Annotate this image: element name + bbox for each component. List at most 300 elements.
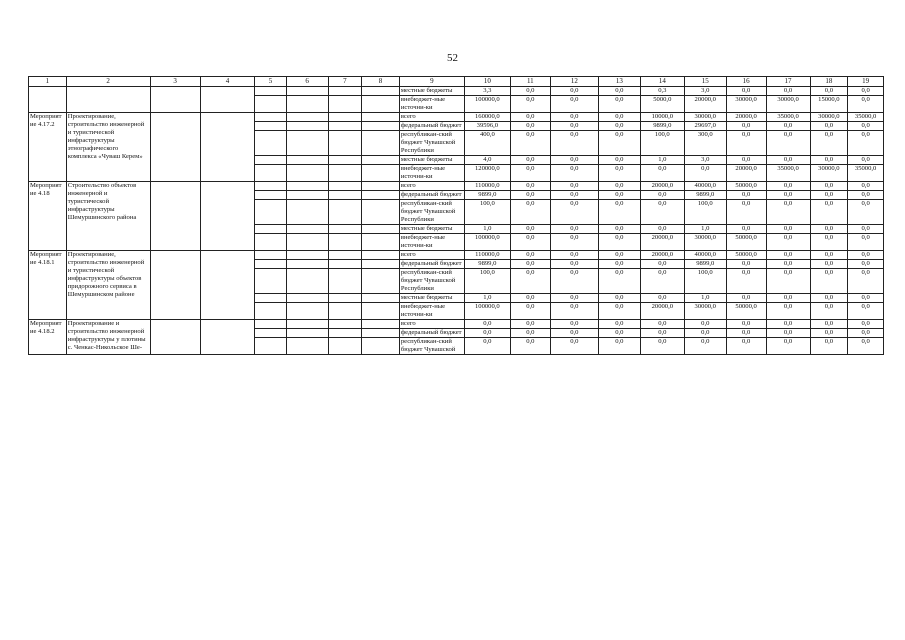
value-cell: 0,0	[810, 225, 848, 234]
value-cell: 0,0	[810, 131, 848, 156]
empty-cell	[362, 113, 400, 122]
empty-cell	[286, 303, 328, 320]
value-cell: 0,0	[510, 96, 550, 113]
value-cell: 20000,0	[640, 303, 684, 320]
value-cell: 3,0	[684, 156, 726, 165]
empty-cell	[362, 234, 400, 251]
value-cell: 400,0	[464, 131, 510, 156]
measure-name: Проектирование и строительство инженерной инфраструктуры у плотины с. Ченкас-Никольское Ше-	[66, 320, 150, 355]
value-cell: 0,0	[810, 320, 848, 329]
value-cell: 0,0	[598, 191, 640, 200]
value-cell: 0,0	[848, 294, 884, 303]
value-cell: 0,0	[848, 320, 884, 329]
empty-cell	[255, 131, 286, 156]
funding-source: всего	[399, 113, 464, 122]
value-cell: 0,0	[810, 122, 848, 131]
value-cell: 0,0	[810, 156, 848, 165]
empty-cell	[286, 338, 328, 355]
empty-cell	[200, 113, 254, 182]
empty-cell	[328, 269, 362, 294]
value-cell: 0,0	[848, 303, 884, 320]
value-cell: 15000,0	[810, 96, 848, 113]
value-cell: 0,0	[550, 260, 598, 269]
column-header: 1	[29, 77, 67, 87]
empty-cell	[255, 225, 286, 234]
funding-source: всего	[399, 182, 464, 191]
value-cell: 0,0	[810, 294, 848, 303]
funding-source: республикан-ский бюджет Чувашской Республики	[399, 269, 464, 294]
empty-cell	[328, 320, 362, 329]
value-cell: 0,0	[598, 113, 640, 122]
empty-cell	[150, 113, 200, 182]
value-cell: 0,0	[726, 320, 766, 329]
value-cell: 0,0	[810, 269, 848, 294]
empty-cell	[362, 294, 400, 303]
table-row	[29, 182, 884, 191]
value-cell: 0,0	[766, 338, 810, 355]
empty-cell	[362, 131, 400, 156]
value-cell: 0,0	[550, 269, 598, 294]
empty-cell	[286, 191, 328, 200]
value-cell: 30000,0	[810, 165, 848, 182]
value-cell: 0,0	[550, 303, 598, 320]
value-cell: 0,0	[550, 329, 598, 338]
funding-source: местные бюджеты	[399, 225, 464, 234]
value-cell: 1,0	[464, 225, 510, 234]
value-cell: 40000,0	[684, 251, 726, 260]
value-cell: 0,0	[766, 182, 810, 191]
value-cell: 0,0	[598, 303, 640, 320]
empty-cell	[362, 260, 400, 269]
empty-cell	[362, 96, 400, 113]
column-header: 18	[810, 77, 848, 87]
value-cell: 20000,0	[640, 182, 684, 191]
column-header: 6	[286, 77, 328, 87]
value-cell: 0,0	[810, 303, 848, 320]
value-cell: 0,0	[510, 165, 550, 182]
value-cell: 0,0	[766, 269, 810, 294]
value-cell: 100000,0	[464, 303, 510, 320]
funding-source: местные бюджеты	[399, 156, 464, 165]
value-cell: 0,0	[640, 191, 684, 200]
budget-table	[28, 76, 884, 355]
value-cell: 50000,0	[726, 182, 766, 191]
empty-cell	[255, 165, 286, 182]
value-cell: 0,0	[598, 260, 640, 269]
value-cell: 0,0	[810, 191, 848, 200]
empty-cell	[286, 320, 328, 329]
value-cell: 0,0	[766, 260, 810, 269]
value-cell: 0,0	[766, 156, 810, 165]
empty-cell	[328, 234, 362, 251]
value-cell: 0,0	[726, 131, 766, 156]
value-cell: 0,0	[810, 200, 848, 225]
funding-source: всего	[399, 251, 464, 260]
empty-cell	[255, 320, 286, 329]
column-header: 10	[464, 77, 510, 87]
value-cell: 0,0	[550, 122, 598, 131]
value-cell: 35000,0	[848, 165, 884, 182]
column-header: 12	[550, 77, 598, 87]
value-cell: 50000,0	[726, 234, 766, 251]
empty-cell	[362, 200, 400, 225]
measure-label: Мероприятие 4.18.2	[29, 320, 67, 355]
value-cell: 0,0	[684, 329, 726, 338]
measure-name: Проектирование, строительство инженерной и туристической инфраструктуры этнографического комплекса «Чуваш Керем»	[66, 113, 150, 182]
empty-cell	[328, 191, 362, 200]
value-cell: 0,0	[640, 338, 684, 355]
value-cell: 100,0	[640, 131, 684, 156]
empty-cell	[255, 303, 286, 320]
empty-cell	[255, 234, 286, 251]
value-cell: 0,0	[464, 329, 510, 338]
value-cell: 35000,0	[848, 113, 884, 122]
empty-cell	[362, 165, 400, 182]
value-cell: 0,0	[550, 156, 598, 165]
table-row	[29, 320, 884, 329]
value-cell: 3,3	[464, 87, 510, 96]
value-cell: 0,0	[510, 131, 550, 156]
value-cell: 0,0	[726, 191, 766, 200]
value-cell: 0,0	[550, 87, 598, 96]
empty-cell	[255, 294, 286, 303]
empty-cell	[328, 338, 362, 355]
funding-source: внебюджет-ные источни-ки	[399, 303, 464, 320]
value-cell: 0,0	[726, 225, 766, 234]
value-cell: 0,0	[550, 113, 598, 122]
empty-cell	[255, 269, 286, 294]
measure-label: Мероприятие 4.18.1	[29, 251, 67, 320]
value-cell: 9899,0	[640, 122, 684, 131]
measure-name: Проектирование, строительство инженерной и туристической инфраструктуры объектов придорожного сервиса в Шемуршинском районе	[66, 251, 150, 320]
value-cell: 300,0	[684, 131, 726, 156]
value-cell: 4,0	[464, 156, 510, 165]
table-row	[29, 113, 884, 122]
table-row	[29, 87, 884, 96]
value-cell: 100,0	[684, 269, 726, 294]
empty-cell	[362, 251, 400, 260]
funding-source: внебюджет-ные источни-ки	[399, 234, 464, 251]
value-cell: 0,0	[510, 338, 550, 355]
value-cell: 20000,0	[726, 113, 766, 122]
value-cell: 30000,0	[810, 113, 848, 122]
empty-cell	[286, 251, 328, 260]
value-cell: 0,0	[848, 96, 884, 113]
empty-cell	[362, 225, 400, 234]
value-cell: 0,0	[848, 200, 884, 225]
column-header: 5	[255, 77, 286, 87]
value-cell: 0,0	[598, 165, 640, 182]
value-cell: 0,0	[726, 200, 766, 225]
measure-name	[66, 87, 150, 113]
empty-cell	[362, 87, 400, 96]
empty-cell	[255, 338, 286, 355]
empty-cell	[150, 87, 200, 113]
empty-cell	[286, 87, 328, 96]
value-cell: 40000,0	[684, 182, 726, 191]
value-cell: 0,0	[810, 260, 848, 269]
table-row	[29, 251, 884, 260]
value-cell: 0,0	[510, 303, 550, 320]
value-cell: 0,0	[766, 225, 810, 234]
measure-label: Мероприятие 4.17.2	[29, 113, 67, 182]
value-cell: 0,0	[510, 294, 550, 303]
funding-source: федеральный бюджет	[399, 329, 464, 338]
empty-cell	[286, 156, 328, 165]
empty-cell	[255, 329, 286, 338]
value-cell: 0,0	[640, 294, 684, 303]
page-number: 52	[447, 52, 458, 64]
value-cell: 0,0	[550, 191, 598, 200]
funding-source: федеральный бюджет	[399, 191, 464, 200]
value-cell: 0,0	[510, 269, 550, 294]
value-cell: 0,0	[510, 191, 550, 200]
empty-cell	[286, 225, 328, 234]
value-cell: 50000,0	[726, 303, 766, 320]
value-cell: 0,0	[598, 251, 640, 260]
value-cell: 0,0	[598, 269, 640, 294]
value-cell: 0,0	[510, 329, 550, 338]
column-header: 15	[684, 77, 726, 87]
empty-cell	[362, 191, 400, 200]
empty-cell	[328, 131, 362, 156]
value-cell: 0,0	[598, 329, 640, 338]
value-cell: 0,0	[848, 234, 884, 251]
value-cell: 1,0	[464, 294, 510, 303]
value-cell: 0,0	[550, 165, 598, 182]
measure-label	[29, 87, 67, 113]
value-cell: 0,0	[848, 338, 884, 355]
value-cell: 0,0	[766, 303, 810, 320]
empty-cell	[286, 269, 328, 294]
value-cell: 20000,0	[640, 251, 684, 260]
empty-cell	[286, 260, 328, 269]
value-cell: 0,0	[726, 329, 766, 338]
funding-source: внебюджет-ные источни-ки	[399, 96, 464, 113]
empty-cell	[286, 131, 328, 156]
column-header: 16	[726, 77, 766, 87]
value-cell: 0,0	[640, 225, 684, 234]
funding-source: внебюджет-ные источни-ки	[399, 165, 464, 182]
empty-cell	[286, 113, 328, 122]
column-header: 7	[328, 77, 362, 87]
value-cell: 30000,0	[684, 113, 726, 122]
empty-cell	[362, 320, 400, 329]
value-cell: 0,0	[598, 338, 640, 355]
column-header: 9	[399, 77, 464, 87]
value-cell: 0,0	[640, 269, 684, 294]
empty-cell	[286, 200, 328, 225]
empty-cell	[286, 96, 328, 113]
value-cell: 0,0	[550, 131, 598, 156]
value-cell: 0,0	[598, 96, 640, 113]
value-cell: 20000,0	[726, 165, 766, 182]
value-cell: 0,0	[726, 338, 766, 355]
value-cell: 0,0	[640, 329, 684, 338]
empty-cell	[200, 320, 254, 355]
value-cell: 0,0	[598, 131, 640, 156]
empty-cell	[328, 200, 362, 225]
value-cell: 50000,0	[726, 251, 766, 260]
empty-cell	[328, 294, 362, 303]
value-cell: 1,0	[684, 225, 726, 234]
value-cell: 0,0	[510, 200, 550, 225]
empty-cell	[362, 156, 400, 165]
value-cell: 35000,0	[766, 113, 810, 122]
value-cell: 30000,0	[766, 96, 810, 113]
value-cell: 0,0	[598, 225, 640, 234]
funding-source: местные бюджеты	[399, 294, 464, 303]
value-cell: 0,3	[640, 87, 684, 96]
empty-cell	[150, 320, 200, 355]
empty-cell	[255, 200, 286, 225]
value-cell: 100000,0	[464, 234, 510, 251]
empty-cell	[328, 329, 362, 338]
column-header: 3	[150, 77, 200, 87]
value-cell: 0,0	[550, 96, 598, 113]
empty-cell	[255, 96, 286, 113]
value-cell: 0,0	[848, 329, 884, 338]
value-cell: 0,0	[640, 260, 684, 269]
column-header: 2	[66, 77, 150, 87]
value-cell: 0,0	[598, 294, 640, 303]
empty-cell	[328, 260, 362, 269]
empty-cell	[362, 269, 400, 294]
value-cell: 100,0	[464, 269, 510, 294]
value-cell: 0,0	[510, 260, 550, 269]
value-cell: 0,0	[464, 320, 510, 329]
value-cell: 0,0	[598, 200, 640, 225]
funding-source: республикан-ский бюджет Чувашской Республики	[399, 200, 464, 225]
column-header: 19	[848, 77, 884, 87]
value-cell: 0,0	[510, 156, 550, 165]
empty-cell	[328, 225, 362, 234]
empty-cell	[328, 122, 362, 131]
value-cell: 0,0	[550, 320, 598, 329]
value-cell: 0,0	[510, 234, 550, 251]
value-cell: 0,0	[848, 251, 884, 260]
value-cell: 0,0	[848, 131, 884, 156]
value-cell: 0,0	[848, 269, 884, 294]
column-header: 4	[200, 77, 254, 87]
empty-cell	[255, 156, 286, 165]
value-cell: 5000,0	[640, 96, 684, 113]
empty-cell	[200, 251, 254, 320]
value-cell: 9899,0	[464, 191, 510, 200]
value-cell: 0,0	[598, 182, 640, 191]
value-cell: 0,0	[684, 320, 726, 329]
value-cell: 39596,0	[464, 122, 510, 131]
value-cell: 0,0	[726, 260, 766, 269]
value-cell: 30000,0	[726, 96, 766, 113]
value-cell: 0,0	[810, 329, 848, 338]
empty-cell	[150, 251, 200, 320]
empty-cell	[328, 156, 362, 165]
value-cell: 10000,0	[640, 113, 684, 122]
empty-cell	[255, 260, 286, 269]
value-cell: 0,0	[848, 87, 884, 96]
empty-cell	[328, 303, 362, 320]
value-cell: 29697,0	[684, 122, 726, 131]
empty-cell	[255, 182, 286, 191]
value-cell: 1,0	[684, 294, 726, 303]
value-cell: 0,0	[766, 87, 810, 96]
value-cell: 0,0	[510, 225, 550, 234]
value-cell: 0,0	[550, 234, 598, 251]
value-cell: 0,0	[640, 320, 684, 329]
value-cell: 0,0	[598, 234, 640, 251]
value-cell: 20000,0	[640, 234, 684, 251]
empty-cell	[328, 165, 362, 182]
value-cell: 1,0	[640, 156, 684, 165]
value-cell: 0,0	[550, 294, 598, 303]
value-cell: 0,0	[598, 156, 640, 165]
empty-cell	[286, 329, 328, 338]
value-cell: 0,0	[766, 251, 810, 260]
empty-cell	[328, 113, 362, 122]
value-cell: 0,0	[726, 87, 766, 96]
value-cell: 20000,0	[684, 96, 726, 113]
empty-cell	[255, 113, 286, 122]
empty-cell	[200, 87, 254, 113]
value-cell: 0,0	[598, 320, 640, 329]
funding-source: федеральный бюджет	[399, 260, 464, 269]
empty-cell	[286, 294, 328, 303]
value-cell: 0,0	[598, 122, 640, 131]
empty-cell	[150, 182, 200, 251]
value-cell: 0,0	[766, 234, 810, 251]
value-cell: 120000,0	[464, 165, 510, 182]
value-cell: 100000,0	[464, 96, 510, 113]
column-header: 17	[766, 77, 810, 87]
funding-source: местные бюджеты	[399, 87, 464, 96]
value-cell: 0,0	[766, 191, 810, 200]
value-cell: 3,0	[684, 87, 726, 96]
value-cell: 35000,0	[766, 165, 810, 182]
value-cell: 0,0	[766, 122, 810, 131]
empty-cell	[286, 165, 328, 182]
empty-cell	[286, 182, 328, 191]
value-cell: 0,0	[684, 165, 726, 182]
value-cell: 0,0	[510, 320, 550, 329]
value-cell: 9899,0	[684, 191, 726, 200]
empty-cell	[362, 122, 400, 131]
value-cell: 0,0	[726, 156, 766, 165]
funding-source: республикан-ский бюджет Чувашской	[399, 338, 464, 355]
value-cell: 0,0	[510, 182, 550, 191]
empty-cell	[362, 338, 400, 355]
empty-cell	[328, 87, 362, 96]
value-cell: 0,0	[726, 122, 766, 131]
value-cell: 9899,0	[684, 260, 726, 269]
value-cell: 100,0	[684, 200, 726, 225]
empty-cell	[328, 96, 362, 113]
header-row	[29, 77, 884, 87]
value-cell: 0,0	[510, 122, 550, 131]
value-cell: 0,0	[810, 182, 848, 191]
value-cell: 0,0	[550, 251, 598, 260]
value-cell: 0,0	[550, 182, 598, 191]
value-cell: 160000,0	[464, 113, 510, 122]
value-cell: 0,0	[550, 225, 598, 234]
value-cell: 0,0	[640, 165, 684, 182]
value-cell: 9899,0	[464, 260, 510, 269]
value-cell: 0,0	[848, 225, 884, 234]
value-cell: 0,0	[810, 87, 848, 96]
value-cell: 0,0	[766, 294, 810, 303]
value-cell: 0,0	[510, 113, 550, 122]
value-cell: 0,0	[848, 122, 884, 131]
